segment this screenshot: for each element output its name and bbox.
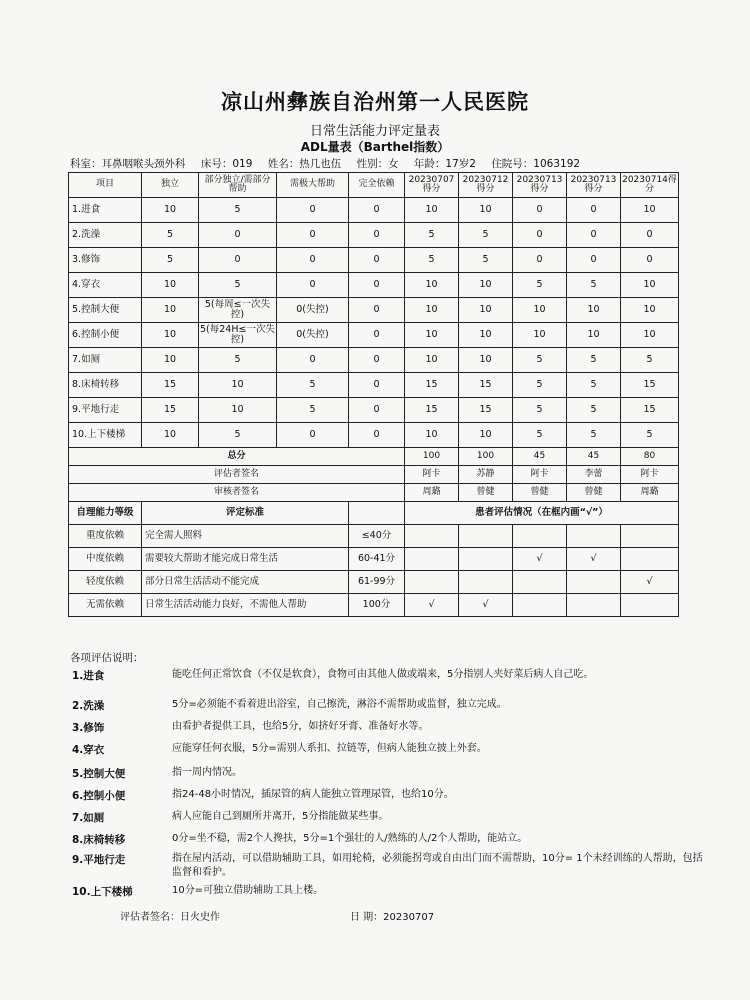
date-score: 10 xyxy=(621,323,679,348)
total-row-label: 总分 xyxy=(69,448,405,466)
date-score: 15 xyxy=(621,373,679,398)
table-row xyxy=(69,323,679,348)
check-mark xyxy=(459,548,513,571)
note-label: 7.如厕 xyxy=(72,812,105,824)
level-name: 重度依赖 xyxy=(69,525,142,548)
bed-number: 床号：019 xyxy=(200,158,253,170)
header-item: 项目 xyxy=(69,173,142,198)
independent-score: 10 xyxy=(142,423,199,448)
date-score: 10 xyxy=(405,298,459,323)
check-mark xyxy=(567,594,621,617)
assessor-signature: 评估者签名：日火史作 xyxy=(120,912,220,923)
partial-score: 0 xyxy=(199,248,277,273)
check-mark xyxy=(621,525,679,548)
independent-score: 5 xyxy=(142,223,199,248)
partial-score: 10 xyxy=(199,373,277,398)
item-name: 3.修饰 xyxy=(69,248,142,273)
partial-score: 0 xyxy=(199,223,277,248)
major-help-score: 0 xyxy=(277,248,349,273)
note-label: 9.平地行走 xyxy=(72,854,126,866)
date-score: 5 xyxy=(513,423,567,448)
header-date: 20230707得分 xyxy=(405,173,459,198)
level-range: 60-41分 xyxy=(349,548,405,571)
date-score: 10 xyxy=(405,198,459,223)
header-date: 20230712得分 xyxy=(459,173,513,198)
date-score: 10 xyxy=(459,348,513,373)
date-score: 10 xyxy=(459,323,513,348)
check-mark xyxy=(405,571,459,594)
total-row-value: 100 xyxy=(405,448,459,466)
partial-score: 5 xyxy=(199,198,277,223)
date-score: 15 xyxy=(459,373,513,398)
check-mark xyxy=(513,525,567,548)
assessor-sign-row xyxy=(69,466,679,484)
check-mark xyxy=(405,525,459,548)
total-row xyxy=(69,448,679,466)
item-name: 10.上下楼梯 xyxy=(69,423,142,448)
total-row-value: 80 xyxy=(621,448,679,466)
dependent-score: 0 xyxy=(349,373,405,398)
date-score: 5 xyxy=(513,348,567,373)
form-title: 日常生活能力评定量表 xyxy=(309,124,440,139)
date-score: 10 xyxy=(405,348,459,373)
major-help-score: 0(失控) xyxy=(277,323,349,348)
check-mark xyxy=(513,594,567,617)
reviewer-sign-row-value: 曾健 xyxy=(459,484,513,502)
level-name: 无需依赖 xyxy=(69,594,142,617)
reviewer-sign-row-value: 周璐 xyxy=(621,484,679,502)
date-score: 5 xyxy=(621,423,679,448)
dependent-score: 0 xyxy=(349,398,405,423)
level-range: 61-99分 xyxy=(349,571,405,594)
major-help-score: 5 xyxy=(277,373,349,398)
level-range: ≤40分 xyxy=(349,525,405,548)
level-row xyxy=(69,594,679,617)
note-text: 指24-48小时情况，插尿管的病人能独立管理尿管，也给10分。 xyxy=(172,789,454,800)
header-partial: 部分独立/需部分帮助 xyxy=(199,173,277,198)
check-mark: √ xyxy=(513,548,567,571)
date-score: 5 xyxy=(567,398,621,423)
level-header-label: 自理能力等级 xyxy=(69,502,142,525)
assessor-sign-row-value: 苏静 xyxy=(459,466,513,484)
date-score: 10 xyxy=(567,323,621,348)
level-row xyxy=(69,571,679,594)
date-score: 10 xyxy=(621,198,679,223)
major-help-score: 0 xyxy=(277,273,349,298)
date-score: 10 xyxy=(459,273,513,298)
date-score: 5 xyxy=(567,348,621,373)
major-help-score: 0 xyxy=(277,198,349,223)
date-score: 5 xyxy=(459,248,513,273)
item-name: 5.控制大便 xyxy=(69,298,142,323)
dependent-score: 0 xyxy=(349,323,405,348)
item-name: 1.进食 xyxy=(69,198,142,223)
table-row xyxy=(69,223,679,248)
note-text: 应能穿任何衣服，5分=需别人系扣、拉链等，但病人能独立披上外套。 xyxy=(172,743,487,754)
check-mark xyxy=(621,548,679,571)
reviewer-sign-row-value: 曾健 xyxy=(513,484,567,502)
date-score: 10 xyxy=(405,323,459,348)
level-row xyxy=(69,525,679,548)
date-score: 10 xyxy=(567,298,621,323)
table-row xyxy=(69,348,679,373)
level-header-row xyxy=(69,502,679,525)
note-label: 6.控制小便 xyxy=(72,790,126,802)
check-mark: √ xyxy=(621,571,679,594)
date-score: 5 xyxy=(513,373,567,398)
patient-age: 年龄：17岁2 xyxy=(413,158,476,170)
table-row xyxy=(69,398,679,423)
independent-score: 15 xyxy=(142,373,199,398)
major-help-score: 0 xyxy=(277,348,349,373)
scale-name: ADL量表（Barthel指数） xyxy=(300,140,450,154)
date-score: 5 xyxy=(567,423,621,448)
date-score: 5 xyxy=(513,273,567,298)
date-score: 10 xyxy=(405,273,459,298)
date-score: 15 xyxy=(405,398,459,423)
reviewer-sign-row xyxy=(69,484,679,502)
check-mark: √ xyxy=(405,594,459,617)
date-score: 15 xyxy=(405,373,459,398)
independent-score: 15 xyxy=(142,398,199,423)
dependent-score: 0 xyxy=(349,348,405,373)
total-row-value: 45 xyxy=(567,448,621,466)
date-score: 15 xyxy=(621,398,679,423)
major-help-score: 0 xyxy=(277,423,349,448)
note-text: 病人应能自己到厕所并离开，5分指能做某些事。 xyxy=(172,811,389,822)
note-text: 0分=坐不稳，需2个人搀扶，5分=1个强壮的人/熟练的人/2个人帮助，能站立。 xyxy=(172,833,528,844)
table-row xyxy=(69,248,679,273)
partial-score: 5(每周≤一次失控) xyxy=(199,298,277,323)
reviewer-sign-row-value: 曾健 xyxy=(567,484,621,502)
item-name: 6.控制小便 xyxy=(69,323,142,348)
date-score: 10 xyxy=(621,298,679,323)
header-date: 20230714得分 xyxy=(621,173,679,198)
total-row-value: 45 xyxy=(513,448,567,466)
admission-number: 住院号：1063192 xyxy=(491,158,581,170)
table-row xyxy=(69,198,679,223)
date-score: 10 xyxy=(405,423,459,448)
date-score: 0 xyxy=(567,223,621,248)
partial-score: 5(每24H≤一次失控) xyxy=(199,323,277,348)
date-score: 15 xyxy=(459,398,513,423)
check-mark xyxy=(459,525,513,548)
independent-score: 10 xyxy=(142,348,199,373)
reviewer-sign-row-label: 审核者签名 xyxy=(69,484,405,502)
note-text: 指在屋内活动，可以借助辅助工具，如用轮椅，必须能拐弯或自由出门而不需帮助，10分= 1个未经训练的人帮助，包括监督和看护。 xyxy=(172,853,703,878)
major-help-score: 5 xyxy=(277,398,349,423)
independent-score: 10 xyxy=(142,198,199,223)
level-range: 100分 xyxy=(349,594,405,617)
dependent-score: 0 xyxy=(349,273,405,298)
date-score: 5 xyxy=(459,223,513,248)
table-row xyxy=(69,273,679,298)
note-text: 5分=必须能不看着进出浴室，自己擦洗，淋浴不需帮助或监督，独立完成。 xyxy=(172,699,507,710)
independent-score: 10 xyxy=(142,273,199,298)
note-label: 4.穿衣 xyxy=(72,744,105,756)
assessor-sign-row-value: 阿卡 xyxy=(621,466,679,484)
date-score: 0 xyxy=(513,223,567,248)
notes-title: 各项评估说明： xyxy=(70,652,144,664)
level-name: 轻度依赖 xyxy=(69,571,142,594)
situation-header: 患者评估情况（在框内画“√”） xyxy=(405,502,679,525)
check-mark xyxy=(405,548,459,571)
date-score: 5 xyxy=(405,248,459,273)
hospital-title: 凉山州彝族自治州第一人民医院 xyxy=(221,90,529,114)
level-description: 需要较大帮助才能完成日常生活 xyxy=(142,548,349,571)
check-mark: √ xyxy=(567,548,621,571)
major-help-score: 0(失控) xyxy=(277,298,349,323)
item-name: 2.洗澡 xyxy=(69,223,142,248)
table-row xyxy=(69,423,679,448)
note-label: 2.洗澡 xyxy=(72,700,105,712)
item-name: 9.平地行走 xyxy=(69,398,142,423)
level-name: 中度依赖 xyxy=(69,548,142,571)
independent-score: 5 xyxy=(142,248,199,273)
note-label: 3.修饰 xyxy=(72,722,105,734)
blank-cell xyxy=(349,502,405,525)
date-score: 0 xyxy=(513,248,567,273)
date-score: 0 xyxy=(513,198,567,223)
assessor-sign-row-label: 评估者签名 xyxy=(69,466,405,484)
header-major-help: 需极大帮助 xyxy=(277,173,349,198)
note-label: 1.进食 xyxy=(72,670,105,682)
date-score: 10 xyxy=(621,273,679,298)
date-score: 0 xyxy=(621,223,679,248)
item-name: 8.床椅转移 xyxy=(69,373,142,398)
independent-score: 10 xyxy=(142,323,199,348)
date-score: 10 xyxy=(513,298,567,323)
adl-table xyxy=(68,172,679,617)
level-description: 部分日常生活活动不能完成 xyxy=(142,571,349,594)
independent-score: 10 xyxy=(142,298,199,323)
date-score: 0 xyxy=(567,198,621,223)
level-description: 完全需人照料 xyxy=(142,525,349,548)
date-score: 10 xyxy=(513,323,567,348)
date-score: 10 xyxy=(459,198,513,223)
date-score: 5 xyxy=(621,348,679,373)
note-label: 5.控制大便 xyxy=(72,768,126,780)
date-score: 10 xyxy=(459,298,513,323)
date-score: 5 xyxy=(405,223,459,248)
date-score: 0 xyxy=(621,248,679,273)
date-score: 5 xyxy=(567,373,621,398)
date-score: 10 xyxy=(459,423,513,448)
item-name: 7.如厕 xyxy=(69,348,142,373)
dependent-score: 0 xyxy=(349,298,405,323)
patient-info xyxy=(70,156,592,171)
header-row xyxy=(69,173,679,198)
partial-score: 5 xyxy=(199,348,277,373)
dependent-score: 0 xyxy=(349,223,405,248)
total-row-value: 100 xyxy=(459,448,513,466)
header-date: 20230713得分 xyxy=(513,173,567,198)
header-dependent: 完全依赖 xyxy=(349,173,405,198)
major-help-score: 0 xyxy=(277,223,349,248)
check-mark xyxy=(459,571,513,594)
header-independent: 独立 xyxy=(142,173,199,198)
table-row xyxy=(69,373,679,398)
check-mark: √ xyxy=(459,594,513,617)
patient-sex: 性别：女 xyxy=(356,158,399,170)
note-text: 能吃任何正常饮食（不仅是软食），食物可由其他人做或端来，5分指别人夹好菜后病人自己吃。 xyxy=(172,669,594,680)
note-text: 指一周内情况。 xyxy=(172,767,242,778)
assessor-sign-row-value: 阿卡 xyxy=(405,466,459,484)
check-mark xyxy=(567,571,621,594)
header-date: 20230713得分 xyxy=(567,173,621,198)
assessor-sign-row-value: 李蕾 xyxy=(567,466,621,484)
dependent-score: 0 xyxy=(349,198,405,223)
note-text: 由看护者提供工具，也给5分，如挤好牙膏、准备好水等。 xyxy=(172,721,429,732)
note-label: 10.上下楼梯 xyxy=(72,886,133,898)
date-score: 5 xyxy=(567,273,621,298)
partial-score: 10 xyxy=(199,398,277,423)
level-row xyxy=(69,548,679,571)
reviewer-sign-row-value: 周璐 xyxy=(405,484,459,502)
note-text: 10分=可独立借助辅助工具上楼。 xyxy=(172,885,324,896)
patient-name: 姓名：热几也伍 xyxy=(267,158,342,170)
assessor-sign-row-value: 阿卡 xyxy=(513,466,567,484)
partial-score: 5 xyxy=(199,273,277,298)
department: 科室：耳鼻咽喉头颈外科 xyxy=(70,158,186,170)
check-mark xyxy=(513,571,567,594)
item-name: 4.穿衣 xyxy=(69,273,142,298)
level-description: 日常生活活动能力良好，不需他人帮助 xyxy=(142,594,349,617)
date-score: 5 xyxy=(513,398,567,423)
note-label: 8.床椅转移 xyxy=(72,834,126,846)
table-row xyxy=(69,298,679,323)
criteria-header: 评定标准 xyxy=(142,502,349,525)
dependent-score: 0 xyxy=(349,248,405,273)
check-mark xyxy=(621,594,679,617)
date-score: 0 xyxy=(567,248,621,273)
check-mark xyxy=(567,525,621,548)
assessment-date: 日 期：20230707 xyxy=(350,912,435,923)
dependent-score: 0 xyxy=(349,423,405,448)
partial-score: 5 xyxy=(199,423,277,448)
